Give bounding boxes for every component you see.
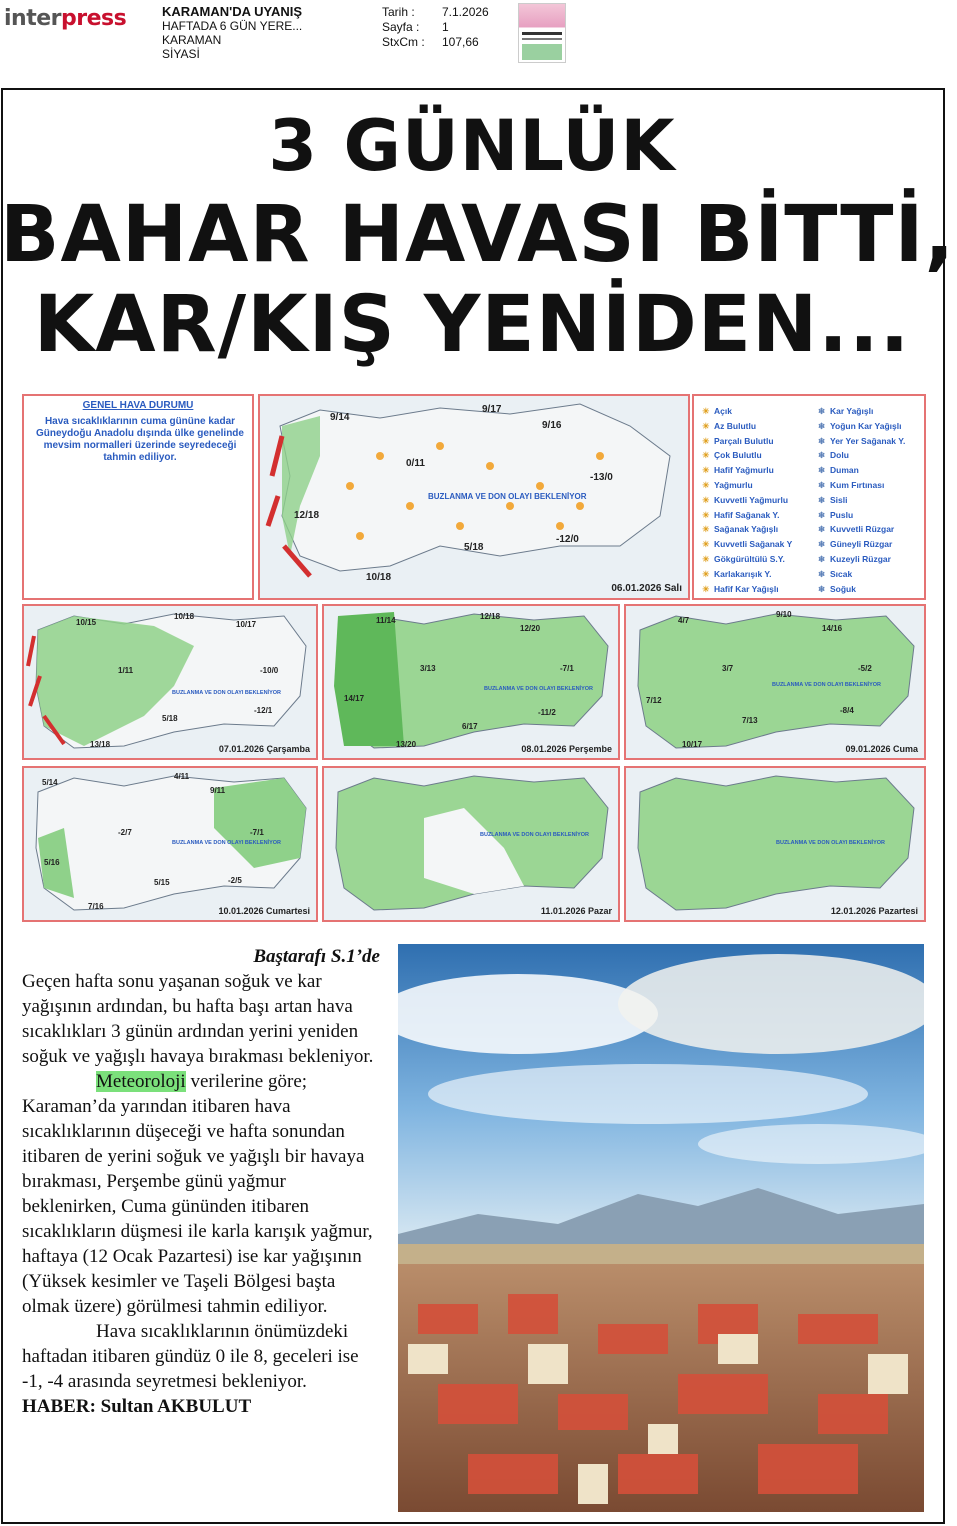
weather-symbol-icon: ❄	[818, 406, 826, 416]
map-temp: 10/17	[236, 620, 257, 629]
legend-item	[818, 404, 905, 419]
legend-item	[702, 567, 792, 582]
clipping-meta	[382, 5, 489, 50]
weather-symbol-icon: ❄	[818, 420, 826, 431]
weather-map-day	[22, 604, 318, 760]
weather-symbol-icon: ☀	[702, 406, 710, 416]
weather-symbol-icon: ❄	[818, 450, 826, 461]
weather-symbol-icon: ☀	[702, 524, 710, 535]
map-temp: 12/18	[480, 612, 501, 621]
stxcm-label: StxCm :	[382, 35, 425, 49]
legend-item	[818, 552, 905, 567]
weather-map-main	[258, 394, 690, 600]
legend-label: Kar Yağışlı	[830, 406, 874, 416]
legend-label: Güneyli Rüzgar	[830, 539, 893, 550]
publication-info	[162, 5, 302, 61]
map-temp: 9/17	[482, 404, 502, 415]
stxcm-value: 107,66	[442, 35, 479, 49]
weather-symbol-icon: ☀	[702, 435, 710, 446]
headline-line-3: KAR/KIŞ YENİDEN...	[33, 280, 911, 370]
weather-symbol-icon: ❄	[818, 524, 826, 535]
legend-label: Gökgürültülü S.Y.	[714, 553, 785, 564]
article-source: Baştarafı S.1’de	[253, 946, 380, 967]
map-temp: 10/18	[366, 572, 392, 583]
publication-name: KARAMAN'DA UYANIŞ	[162, 4, 303, 19]
map-temp: -12/0	[556, 534, 579, 545]
legend-item	[702, 537, 792, 552]
article-byline: HABER: Sultan AKBULUT	[22, 1396, 252, 1417]
publication-section: SİYASİ	[162, 47, 200, 61]
map-temp: 5/14	[42, 778, 58, 787]
turkey-map-shape	[24, 606, 316, 758]
icing-note: BUZLANMA VE DON OLAYI BEKLENİYOR	[480, 832, 589, 838]
article-paragraph-text: verilerine göre; Karaman’da yarından itibaren hava sıcaklıklarının düşeceği ve hafta sonundan itibaren de yerini soğuk ve yağışlı bir havaya bırakması, Perşembe günü yağmur beklenirken, Cuma gününden itibaren sıcaklıkların düşmesi ile karla karışık yağmur, haftaya (12 Ocak Pazartesi) ise kar yağışının (Yüksek kesimler ve Taşeli Bölgesi başta olmak üzere) görülmesi tahmin ediliyor.	[22, 1071, 373, 1317]
map-temp: 5/15	[154, 878, 170, 887]
weather-symbol-icon: ☀	[702, 494, 710, 505]
map-temp: 10/15	[76, 618, 97, 627]
legend-item	[818, 537, 905, 552]
map-temp: 13/20	[396, 740, 417, 749]
karaman-cityscape-photo	[398, 944, 924, 1512]
weather-map-day	[624, 604, 926, 760]
legend-label: Karlakarışık Y.	[714, 568, 772, 579]
weather-symbol-icon: ❄	[818, 509, 826, 520]
icing-note: BUZLANMA VE DON OLAYI BEKLENİYOR	[428, 492, 587, 501]
map-temp: 1/11	[118, 666, 134, 675]
general-weather-title: GENEL HAVA DURUMU	[82, 400, 194, 411]
map-temp: -5/2	[858, 664, 872, 673]
legend-label: Kuzeyli Rüzgar	[830, 553, 891, 564]
legend-label: Sisli	[830, 494, 848, 505]
map-temp: 10/17	[682, 740, 703, 749]
page-label: Sayfa :	[382, 20, 420, 34]
legend-item	[818, 478, 905, 493]
legend-label: Yer Yer Sağanak Y.	[830, 435, 906, 446]
legend-item	[702, 434, 792, 449]
article-body	[22, 944, 380, 1419]
legend-item	[818, 419, 905, 434]
weather-symbol-icon: ☀	[702, 479, 710, 490]
legend-item	[818, 463, 905, 478]
headline-line-1: 3 GÜNLÜK	[268, 105, 676, 187]
page-thumbnail[interactable]	[518, 3, 566, 63]
weather-symbol-icon: ❄	[818, 583, 826, 594]
article-paragraph: Hava sıcaklıklarının önümüzdeki haftadan itibaren gündüz 0 ile 8, geceleri ise -1, -4 arasında seyretmesi bekleniyor.	[22, 1321, 359, 1392]
legend-item	[818, 434, 905, 449]
weather-symbol-icon: ❄	[818, 539, 826, 550]
legend-label: Parçalı Bulutlu	[714, 435, 774, 446]
publication-city: KARAMAN	[162, 33, 222, 47]
legend-item	[702, 493, 792, 508]
legend-label: Kum Fırtınası	[830, 479, 885, 490]
legend-item	[702, 478, 792, 493]
weather-map-day	[322, 766, 620, 922]
weather-symbol-icon: ❄	[818, 553, 826, 564]
map-temp: 14/16	[822, 624, 843, 633]
map-temp: 11/14	[376, 616, 396, 625]
date-label: Tarih :	[382, 5, 415, 19]
map-temp: 0/11	[406, 458, 425, 469]
map-date: 11.01.2026 Pazar	[540, 906, 612, 916]
thumb-image	[522, 44, 562, 60]
legend-label: Az Bulutlu	[714, 420, 757, 431]
thumb-line	[522, 38, 562, 40]
legend-label: Kuvvetli Sağanak Y	[714, 539, 793, 550]
map-temp: 13/18	[90, 740, 111, 749]
icing-note: BUZLANMA VE DON OLAYI BEKLENİYOR	[772, 682, 881, 688]
legend-label: Hafif Yağmurlu	[714, 465, 774, 476]
map-temp: 7/12	[646, 696, 662, 705]
map-temp: 3/7	[722, 664, 734, 673]
map-temp: 4/7	[678, 616, 690, 625]
map-temp: -10/0	[260, 666, 279, 675]
weather-symbol-icon: ☀	[702, 465, 710, 476]
legend-item	[818, 582, 905, 597]
map-temp: 5/18	[162, 714, 178, 723]
weather-symbol-icon: ☀	[702, 509, 710, 520]
highlighted-keyword: Meteoroloji	[96, 1071, 186, 1092]
map-temp: -8/4	[840, 706, 854, 715]
map-temp: 12/18	[294, 510, 320, 521]
legend-label: Soğuk	[830, 583, 856, 594]
date-value: 7.1.2026	[442, 5, 489, 19]
turkey-map-shape	[324, 606, 618, 758]
weather-symbol-icon: ☀	[702, 583, 710, 594]
thumb-line	[522, 32, 562, 35]
weather-symbol-icon: ☀	[702, 553, 710, 564]
weather-map-day	[624, 766, 926, 922]
icing-note: BUZLANMA VE DON OLAYI BEKLENİYOR	[172, 690, 281, 696]
map-date: 10.01.2026 Cumartesi	[218, 906, 310, 916]
weather-symbol-icon: ☀	[702, 420, 710, 431]
weather-symbol-icon: ☀	[702, 539, 710, 550]
legend-label: Kuvvetli Rüzgar	[830, 524, 895, 535]
map-temp: -12/1	[254, 706, 273, 715]
legend-column	[702, 404, 792, 596]
map-date: 06.01.2026 Salı	[611, 583, 682, 594]
legend-item	[702, 508, 792, 523]
map-temp: 7/16	[88, 902, 104, 911]
map-date: 08.01.2026 Perşembe	[521, 744, 612, 754]
map-temp: 10/18	[174, 612, 195, 621]
map-temp: 9/16	[542, 420, 562, 431]
map-temp: 3/13	[420, 664, 436, 673]
legend-item	[818, 493, 905, 508]
legend-label: Duman	[830, 465, 859, 476]
interpress-logo: interpress	[4, 6, 127, 31]
turkey-map-shape	[324, 768, 618, 920]
map-date: 07.01.2026 Çarşamba	[218, 744, 310, 754]
map-temp: 6/17	[462, 722, 478, 731]
legend-item	[702, 582, 792, 597]
legend-label: Hafif Sağanak Y.	[714, 509, 780, 520]
weather-symbol-icon: ❄	[818, 435, 826, 446]
map-temp: 7/13	[742, 716, 758, 725]
map-temp: -7/1	[560, 664, 574, 673]
legend-label: Sağanak Yağışlı	[714, 524, 779, 535]
legend-label: Hafif Kar Yağışlı	[714, 583, 779, 594]
legend-column	[818, 404, 905, 596]
weather-map-day	[322, 604, 620, 760]
map-temp: -7/1	[250, 828, 264, 837]
map-temp: -2/7	[118, 828, 132, 837]
city-photo	[398, 944, 924, 1512]
legend-label: Yoğun Kar Yağışlı	[830, 420, 902, 431]
legend-item	[818, 508, 905, 523]
map-temp: -13/0	[590, 472, 613, 483]
legend-item	[702, 419, 792, 434]
map-temp: 12/20	[520, 624, 541, 633]
legend-item	[702, 404, 792, 419]
weather-symbol-icon: ☀	[702, 568, 710, 579]
legend-item	[702, 552, 792, 567]
legend-label: Çok Bulutlu	[714, 450, 762, 461]
legend-item	[818, 522, 905, 537]
legend-label: Kuvvetli Yağmurlu	[714, 494, 789, 505]
map-temp: 9/10	[776, 610, 792, 619]
map-temp: 9/11	[210, 786, 226, 795]
map-date: 12.01.2026 Pazartesi	[830, 906, 918, 916]
publication-frequency: HAFTADA 6 GÜN YERE...	[162, 19, 303, 33]
map-date: 09.01.2026 Cuma	[845, 744, 918, 754]
weather-symbol-icon: ❄	[818, 465, 826, 476]
legend-label: Sıcak	[830, 568, 853, 579]
weather-symbol-icon: ☀	[702, 450, 710, 461]
map-temp: -2/5	[228, 876, 242, 885]
map-temp: 4/11	[174, 772, 190, 781]
legend-item	[702, 448, 792, 463]
article-paragraph: Geçen hafta sonu yaşanan soğuk ve kar yağışının ardından, bu hafta başı artan hava sıcaklıkları 3 günün ardından yerini yeniden soğuk ve yağışlı havaya bırakması bekleniyor.	[22, 971, 374, 1067]
map-temp: 14/17	[344, 694, 365, 703]
map-temp: -11/2	[538, 708, 556, 717]
icing-note: BUZLANMA VE DON OLAYI BEKLENİYOR	[776, 840, 885, 846]
article-paragraph	[22, 1069, 380, 1319]
weather-symbol-icon: ❄	[818, 568, 826, 579]
headline-line-2: BAHAR HAVASI BİTTİ,	[0, 190, 956, 280]
icing-note: BUZLANMA VE DON OLAYI BEKLENİYOR	[484, 686, 593, 692]
legend-item	[818, 448, 905, 463]
icing-note: BUZLANMA VE DON OLAYI BEKLENİYOR	[172, 840, 281, 846]
map-temp: 9/14	[330, 412, 350, 423]
general-weather-text: Hava sıcaklıklarının cuma gününe kadar Güneydoğu Anadolu dışında ülke genelinde mevsim normalleri üzerinde seyredeceği tahmin ediliyor.	[36, 416, 244, 463]
map-temp: 5/16	[44, 858, 60, 867]
legend-item	[702, 463, 792, 478]
legend-label: Dolu	[830, 450, 849, 461]
legend-label: Puslu	[830, 509, 854, 520]
legend-label: Açık	[714, 406, 732, 416]
general-weather-box	[22, 394, 254, 600]
weather-symbol-icon: ❄	[818, 494, 826, 505]
page-value: 1	[442, 20, 449, 34]
clipping-header	[0, 0, 957, 86]
weather-legend	[692, 394, 926, 600]
map-temp: 5/18	[464, 542, 484, 553]
legend-label: Yağmurlu	[714, 479, 753, 490]
legend-item	[702, 522, 792, 537]
weather-symbol-icon: ❄	[818, 479, 826, 490]
legend-item	[818, 567, 905, 582]
weather-map-day	[22, 766, 318, 922]
